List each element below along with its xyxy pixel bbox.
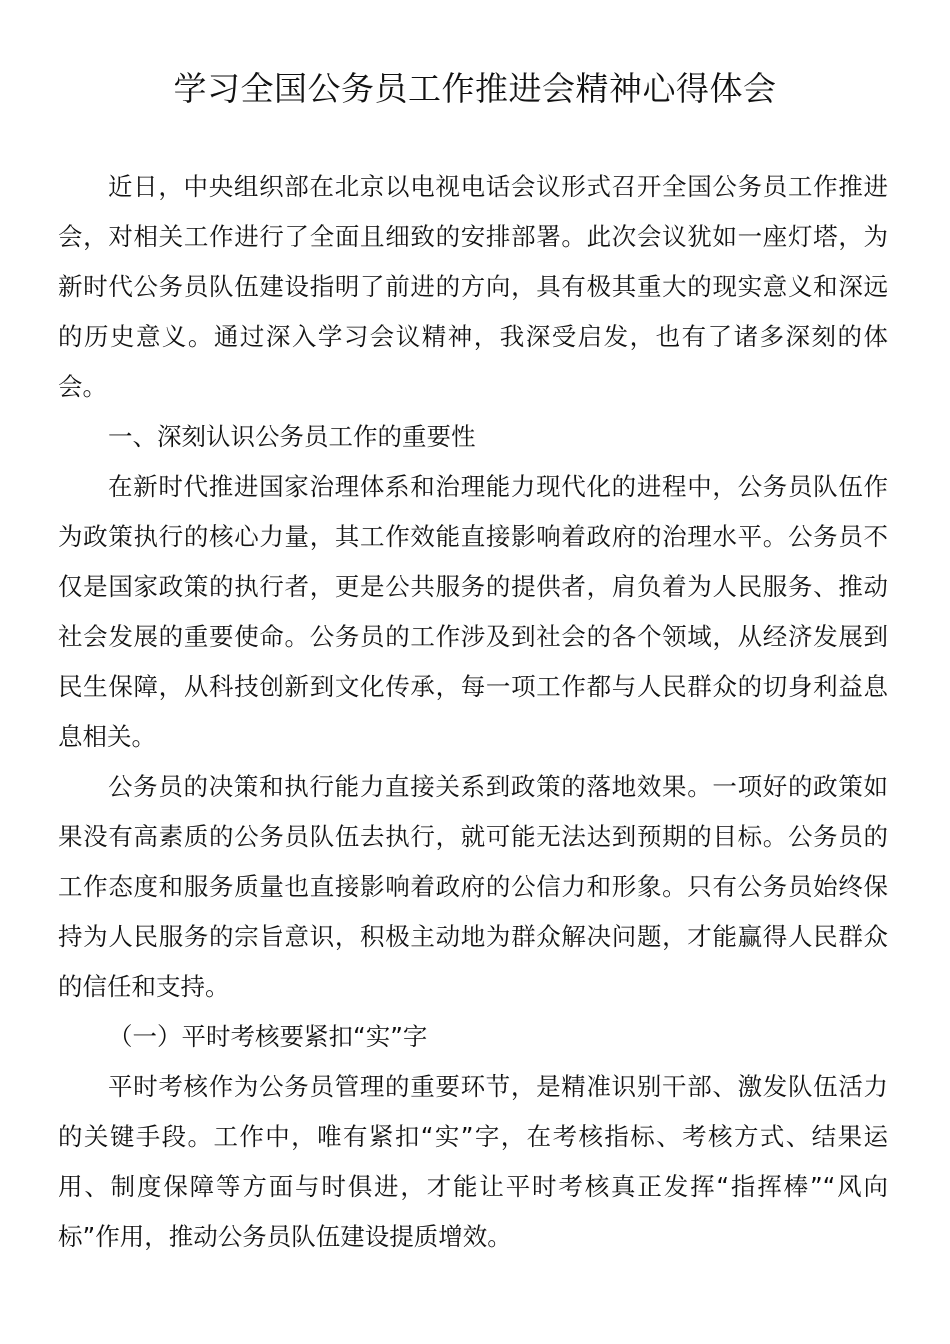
subsection-heading: （一）平时考核要紧扣“实”字 [108, 1022, 428, 1051]
document-body [58, 162, 888, 1262]
section-paragraph: 公务员的决策和执行能力直接关系到政策的落地效果。一项好的政策如果没有高素质的公务员队伍去执行，就可能无法达到预期的目标。公务员的工作态度和服务质量也直接影响着政府的公信力和形象。只有公务员始终保持为人民服务的宗旨意识，积极主动地为群众解决问题，才能赢得人民群众的信任和支持。 [58, 772, 888, 1001]
section-paragraph: 在新时代推进国家治理体系和治理能力现代化的进程中，公务员队伍作为政策执行的核心力量，其工作效能直接影响着政府的治理水平。公务员不仅是国家政策的执行者，更是公共服务的提供者，肩负着为人民服务、推动社会发展的重要使命。公务员的工作涉及到社会的各个领域，从经济发展到民生保障，从科技创新到文化传承，每一项工作都与人民群众的切身利益息息相关。 [58, 472, 888, 751]
subsection-paragraph: 平时考核作为公务员管理的重要环节，是精准识别干部、激发队伍活力的关键手段。工作中，唯有紧扣“实”字，在考核指标、考核方式、结果运用、制度保障等方面与时俱进，才能让平时考核真正发挥“指挥棒”“风向标”作用，推动公务员队伍建设提质增效。 [58, 1072, 888, 1251]
document-title: 学习全国公务员工作推进会精神心得体会 [173, 69, 777, 108]
section-heading: 一、深刻认识公务员工作的重要性 [108, 422, 476, 451]
intro-paragraph: 近日，中央组织部在北京以电视电话会议形式召开全国公务员工作推进会，对相关工作进行了全面且细致的安排部署。此次会议犹如一座灯塔，为新时代公务员队伍建设指明了前进的方向，具有极其重大的现实意义和深远的历史意义。通过深入学习会议精神，我深受启发，也有了诸多深刻的体会。 [58, 172, 888, 401]
